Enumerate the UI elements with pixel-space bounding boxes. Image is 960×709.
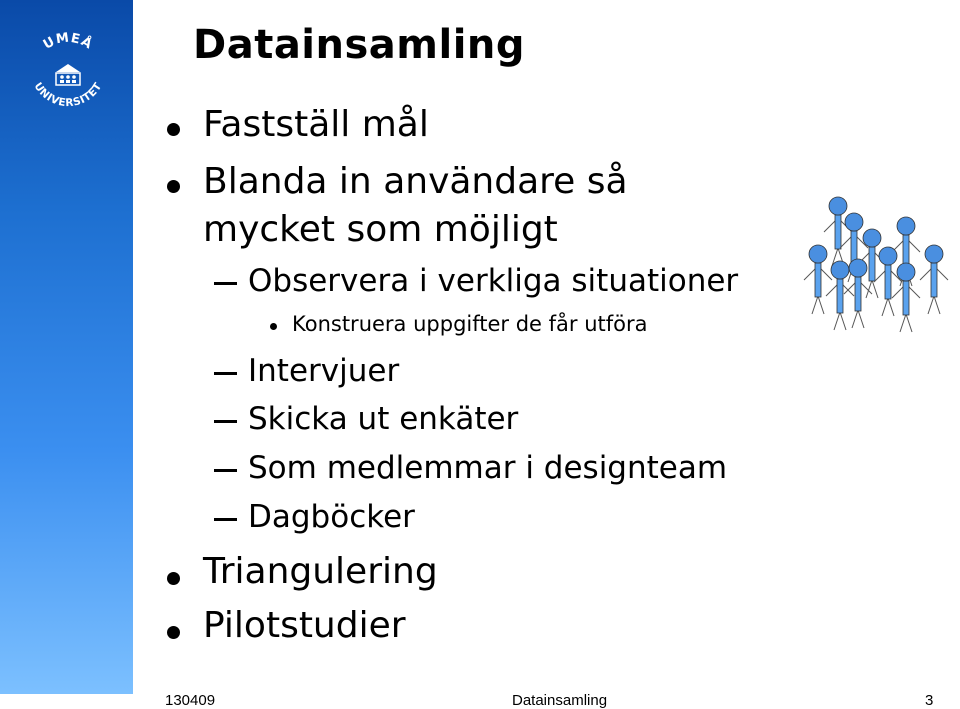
group-of-people-icon (796, 188, 954, 358)
bullet-level3: Konstruera uppgifter de får utföra (292, 312, 648, 336)
svg-text:UNIVERSITET: UNIVERSITET (31, 80, 105, 110)
bullet-marker (167, 626, 180, 639)
bullet-marker (167, 180, 180, 193)
bullet-marker (167, 572, 180, 585)
footer-page-number: 3 (925, 692, 934, 709)
dash-marker (214, 518, 237, 521)
bullet-level2: Dagböcker (248, 499, 415, 535)
bullet-level1: Triangulering (203, 551, 438, 592)
bullet-level1: Pilotstudier (203, 605, 406, 646)
dash-marker (214, 282, 237, 285)
svg-text:UMEÅ: UMEÅ (40, 30, 96, 53)
person-figure (920, 245, 948, 314)
slide-title: Datainsamling (193, 22, 526, 68)
person-figure (874, 247, 902, 316)
bullet-level1: Fastställ mål (203, 104, 429, 145)
bullet-level2: Som medlemmar i designteam (248, 450, 728, 486)
person-figure (892, 263, 920, 332)
bullet-level1-continued: mycket som möjligt (203, 209, 558, 250)
bullet-marker (167, 123, 180, 136)
person-figure (804, 245, 832, 314)
dash-marker (214, 420, 237, 423)
bullet-level2: Intervjuer (248, 353, 400, 389)
dash-marker (214, 372, 237, 375)
university-logo-icon (22, 26, 114, 118)
dash-marker (214, 469, 237, 472)
bullet-level2: Observera i verkliga situationer (248, 263, 739, 299)
bullet-level1: Blanda in användare så (203, 161, 628, 202)
bullet-level2: Skicka ut enkäter (248, 401, 519, 437)
bullet-marker-small (270, 323, 277, 330)
person-figure (824, 197, 852, 266)
footer-title: Datainsamling (512, 692, 608, 709)
footer-date: 130409 (165, 692, 216, 709)
